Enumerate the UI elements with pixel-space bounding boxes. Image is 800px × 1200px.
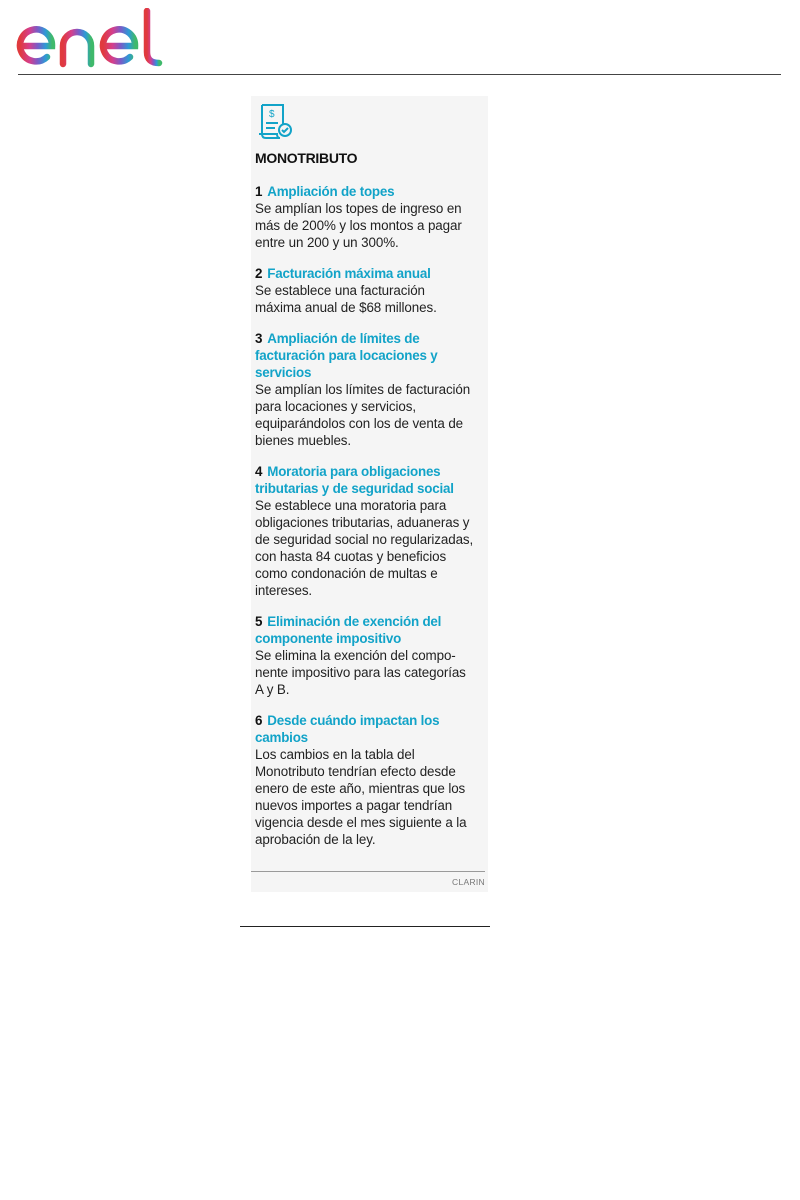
- item-heading-line: Moratoria para obligaciones: [267, 464, 441, 479]
- item-body-line: vigencia desde el mes siguiente a la: [255, 815, 467, 830]
- item-body-line: nuevos importes a pagar tendrían: [255, 798, 453, 813]
- source-rule: [251, 871, 485, 872]
- item-body-line: más de 200% y los montos a pagar: [255, 218, 462, 233]
- monotributo-infographic: [251, 96, 488, 892]
- item-number: 4: [255, 464, 263, 479]
- item-heading-line: servicios: [255, 365, 312, 380]
- item-body-line: Los cambios en la tabla del: [255, 747, 415, 762]
- item-body-line: A y B.: [255, 682, 290, 697]
- document-dollar-icon: [255, 102, 295, 142]
- item-body-line: para locaciones y servicios,: [255, 399, 416, 414]
- item-body-line: de seguridad social no regularizadas,: [255, 532, 474, 547]
- item-body-line: obligaciones tributarias, aduaneras y: [255, 515, 470, 530]
- item-heading: [255, 330, 489, 381]
- item-number: 6: [255, 713, 263, 728]
- item-heading-line: Eliminación de exención del: [267, 614, 442, 629]
- panel-title: MONOTRIBUTO: [255, 150, 358, 166]
- item-heading: [255, 265, 489, 282]
- item-body: [255, 282, 489, 316]
- footer-rule: [240, 926, 490, 927]
- item-body-line: nente impositivo para las categorías: [255, 665, 466, 680]
- item-body-line: máxima anual de $68 millones.: [255, 300, 437, 315]
- item-heading-line: facturación para locaciones y: [255, 348, 438, 363]
- item-heading-line: Ampliación de límites de: [267, 331, 420, 346]
- header-rule: [18, 74, 781, 75]
- item-heading: [255, 463, 489, 497]
- item-body: [255, 381, 489, 449]
- item-body: [255, 200, 489, 251]
- item-body-line: Se elimina la exención del compo-: [255, 648, 456, 663]
- item-heading-line: tributarias y de seguridad social: [255, 481, 454, 496]
- item-heading-line: Facturación máxima anual: [267, 266, 431, 281]
- list-item: [255, 463, 489, 599]
- enel-logo: [16, 8, 182, 70]
- item-body: [255, 647, 489, 698]
- item-body-line: Se amplían los topes de ingreso en: [255, 201, 462, 216]
- item-heading: [255, 712, 489, 746]
- item-body-line: como condonación de multas e: [255, 566, 438, 581]
- item-heading-line: Ampliación de topes: [267, 184, 395, 199]
- item-body-line: Monotributo tendrían efecto desde: [255, 764, 456, 779]
- item-body-line: entre un 200 y un 300%.: [255, 235, 399, 250]
- item-body: [255, 746, 489, 848]
- item-heading-line: Desde cuándo impactan los: [267, 713, 440, 728]
- item-number: 3: [255, 331, 263, 346]
- item-body-line: Se establece una facturación: [255, 283, 425, 298]
- items-list: [255, 183, 489, 862]
- source-credit: CLARIN: [452, 877, 485, 887]
- item-body-line: equiparándolos con los de venta de: [255, 416, 464, 431]
- svg-text:$: $: [269, 109, 275, 120]
- item-number: 2: [255, 266, 263, 281]
- item-heading: [255, 613, 489, 647]
- item-heading-line: componente impositivo: [255, 631, 402, 646]
- item-body-line: aprobación de la ley.: [255, 832, 376, 847]
- item-number: 5: [255, 614, 263, 629]
- item-body-line: Se amplían los límites de facturación: [255, 382, 471, 397]
- item-heading: [255, 183, 489, 200]
- item-body-line: Se establece una moratoria para: [255, 498, 447, 513]
- item-body-line: enero de este año, mientras que los: [255, 781, 466, 796]
- item-body-line: con hasta 84 cuotas y beneficios: [255, 549, 447, 564]
- list-item: [255, 183, 489, 251]
- list-item: [255, 712, 489, 848]
- item-number: 1: [255, 184, 263, 199]
- list-item: [255, 613, 489, 698]
- list-item: [255, 330, 489, 449]
- list-item: [255, 265, 489, 316]
- item-heading-line: cambios: [255, 730, 308, 745]
- item-body: [255, 497, 489, 599]
- item-body-line: intereses.: [255, 583, 313, 598]
- item-body-line: bienes muebles.: [255, 433, 352, 448]
